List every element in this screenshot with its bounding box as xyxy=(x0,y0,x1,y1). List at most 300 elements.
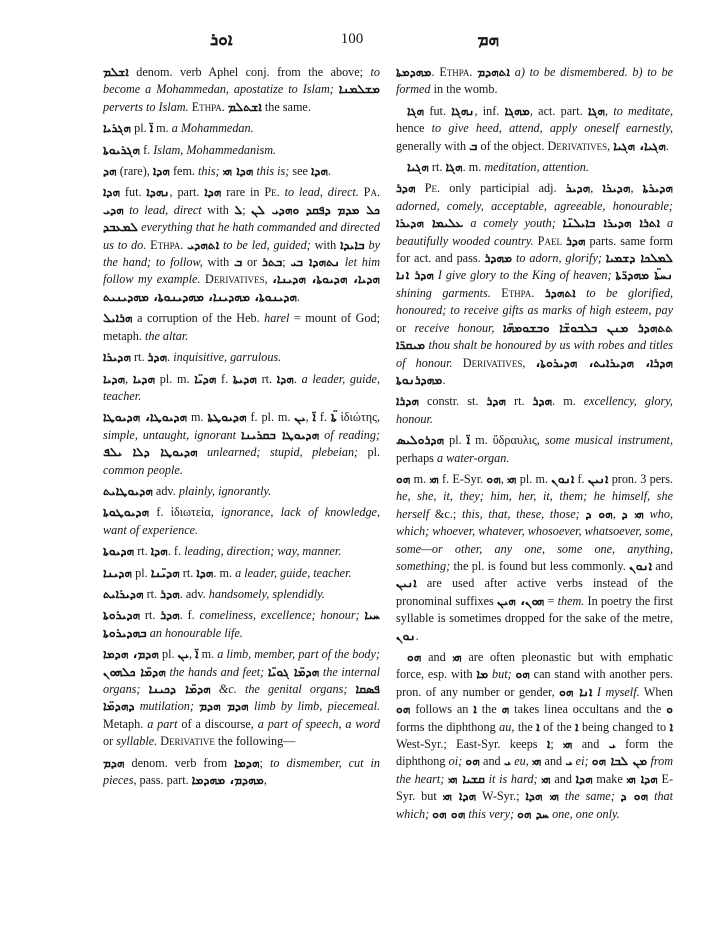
entry-text xyxy=(140,682,148,696)
entry-text: parts. same form for act. and pass. xyxy=(396,233,674,266)
syriac-word: ܗܕܡ ܗܕܡ xyxy=(199,699,249,714)
gloss-italic: to dismember, cut in pieces, xyxy=(103,755,380,788)
syriac-word: ܚܕ ܗܘ xyxy=(517,806,550,821)
syriac-word: ܢܗܕܐ xyxy=(146,185,170,200)
dictionary-entry xyxy=(103,646,380,750)
gloss-italic: from the heart; xyxy=(396,754,674,786)
gloss-italic: a) to be dismembered. b) to be formed xyxy=(396,65,674,97)
entry-text: the pl. is found but less commonly. xyxy=(450,558,630,573)
syriac-word: ܗܕܝܘܬܐ xyxy=(103,544,135,559)
syriac-word: ܬܬܗܕܪ ܡܢܢ ܒܠܒܘܫ̈ܐ ܘܒܫܘܡܗ̈ܐ ܡܝܩܪ̈ܐ xyxy=(396,320,673,353)
syriac-word: ܗܕܐ xyxy=(196,565,214,580)
entry-text: hence xyxy=(396,121,432,136)
gloss-italic: a Mohammedan. xyxy=(171,121,254,136)
entry-text: of the object. xyxy=(477,138,548,153)
syriac-word: ܗܕܡ̈ܐ ܕܟܝܢܐ xyxy=(148,682,211,696)
entry-text: rt. xyxy=(256,371,277,386)
syriac-word: ܗܓܝܐ، ܗܓܝܐ xyxy=(613,138,666,153)
grammar-label: Ethpa. xyxy=(150,237,184,252)
entry-text: pl. xyxy=(444,433,467,448)
syriac-word: ܥܠܝܡܐ ܗܕܝܪܐ xyxy=(396,216,464,231)
syriac-word: ܗܕܪ xyxy=(532,394,553,409)
gloss-italic: by the hand; to follow, xyxy=(103,237,381,270)
entry-text: and xyxy=(541,754,566,769)
entry-text: generally with xyxy=(396,138,470,153)
gloss-italic: this very; xyxy=(468,806,515,821)
entry-text: , xyxy=(263,773,267,788)
syriac-word: ܐܬܗܕܪ xyxy=(544,285,576,300)
syriac-word: ܗܘ xyxy=(407,650,422,664)
entry-text: , xyxy=(188,647,196,662)
entry-text: pl. m. xyxy=(516,471,552,486)
entry-text: f. xyxy=(574,471,588,486)
gloss-italic: this; xyxy=(198,164,220,179)
gloss-italic: limb by limb, piecemeal. xyxy=(253,699,381,714)
entry-text: (rare), xyxy=(116,164,153,179)
entry-text: rt. xyxy=(143,586,161,601)
syriac-word: ܗܕܝܪܐܝܬ xyxy=(103,586,144,601)
syriac-word: ܗܕܝܘܛܘܬܐ xyxy=(103,505,150,520)
entry-text: m. ὕδραυλις, xyxy=(470,433,545,448)
gloss-italic: comeliness, excellence; honour; xyxy=(199,608,360,623)
syriac-word: ܗܝ ܕ xyxy=(621,506,644,521)
entry-text: and xyxy=(421,650,453,664)
entry-text: the following— xyxy=(214,734,296,749)
entry-text: rt. xyxy=(179,565,197,580)
entry-text: ; xyxy=(550,737,564,752)
syriac-word: ܗܕܝܪܬܐ xyxy=(642,181,674,196)
entry-text: . f. xyxy=(179,608,200,623)
syriac-word: ܝ xyxy=(608,737,616,752)
syriac-word: ܐܢܝܢ xyxy=(587,471,609,486)
gloss-italic: this is; xyxy=(256,164,290,179)
entry-text: are used after active verbs instead of the pronominal suffixes xyxy=(396,576,673,608)
entry-text: West-Syr.; East-Syr. keeps xyxy=(396,737,547,752)
syriac-word: ܗܕܝ̈ܢܐ xyxy=(150,565,180,580)
gloss-italic: I give glory to the King of heaven; xyxy=(437,268,612,283)
syriac-word: ܗܝ xyxy=(452,650,462,664)
syriac-word: ܗܕܡܐ xyxy=(234,755,260,770)
gloss-italic: some musical instrument, xyxy=(544,433,673,448)
syriac-word: ܗܕܪܐ، ܗܕܝܪܐܝܬ، ܗܕܝܪܘܬܐ، ܡܗܕܪܢܘܬܐ xyxy=(396,355,674,387)
syriac-word: ܗܕܐ xyxy=(204,185,222,200)
syriac-word: ܩܫܝܐ ܗܝ xyxy=(448,771,485,786)
grammar-label: Pael xyxy=(537,233,562,248)
entry-text: . adv. xyxy=(179,586,209,601)
gloss-italic: eu, xyxy=(514,754,529,769)
gloss-italic: ignorance, lack of knowledge, want of experience. xyxy=(103,505,380,537)
syriac-word: ܚܝܐ ܒܗܕܝܪܘܬܐ xyxy=(103,608,380,640)
entry-text xyxy=(534,286,544,300)
grammar-label: Pe. xyxy=(424,181,441,196)
entry-text: pass. part. xyxy=(136,773,192,788)
gloss-italic: the same; xyxy=(564,789,615,804)
entry-text xyxy=(556,216,563,230)
entry-text xyxy=(491,286,501,300)
syriac-word: ܗܕܪ xyxy=(486,394,506,409)
gloss-italic: who, which; whoever, whatever, whosoever, whatsoever, some, some—or other, any one, some one, anything, something; xyxy=(396,506,674,573)
syriac-word: ܗܪܐܝܠ xyxy=(103,311,133,326)
entry-text: f. xyxy=(216,371,233,386)
entry-text: pl. xyxy=(132,565,151,580)
entry-text xyxy=(416,181,425,195)
syriac-word: ܗܕܝܢܐ xyxy=(103,565,133,580)
gloss-italic: excellency, glory, honour. xyxy=(396,394,673,426)
entry-text: constr. st. xyxy=(419,394,487,409)
syriac-word: ܝܢ xyxy=(294,410,306,425)
entry-text: . xyxy=(442,372,446,387)
syriac-word: ܠܡܠܟܐ ܕܫܡܝܐ ܗܕܪ ܐܢܐ xyxy=(396,251,673,283)
gloss-italic: oi; xyxy=(448,754,463,769)
syriac-word: ܘ xyxy=(666,702,673,717)
entry-text: or xyxy=(242,255,262,270)
entry-text: and xyxy=(479,754,504,769)
gloss-italic: a part xyxy=(147,716,178,731)
entry-text: and xyxy=(550,771,576,786)
entry-text: pron. 3 pers. xyxy=(608,471,673,486)
entry-text: being changed to xyxy=(578,719,670,734)
syriac-word: ܡܗܕܪ xyxy=(484,251,513,266)
syriac-word: ܡܗܕܡܬܐ xyxy=(396,65,432,79)
entry-text: m. xyxy=(198,647,218,662)
syriac-word: ܗܘ xyxy=(515,667,530,682)
entry-text: and xyxy=(652,558,673,573)
dictionary-entry xyxy=(103,607,380,642)
syriac-word: ܗܝ xyxy=(563,737,573,752)
entry-text: adv. xyxy=(152,483,179,498)
syriac-word: ܐ̈ xyxy=(312,410,316,425)
entry-text: are often pleonastic but with emphatic force, esp. with xyxy=(396,650,673,682)
syriac-word: ܐ xyxy=(669,719,673,734)
dictionary-entry xyxy=(396,180,673,389)
entry-text: with xyxy=(202,255,234,270)
grammar-label: Pa. xyxy=(363,185,380,200)
entry-text: follows an xyxy=(410,702,474,717)
dictionary-entry xyxy=(103,565,380,582)
grammar-label: Pe. xyxy=(264,185,280,200)
entry-text: pl. xyxy=(158,647,178,662)
grammar-label: Ethpa. xyxy=(191,99,225,114)
syriac-word: ܗܕܐ ܗܝ xyxy=(442,789,477,804)
gloss-italic: to meditate, xyxy=(613,103,674,118)
gloss-italic: an honourable life. xyxy=(149,625,243,640)
entry-text: in the womb. xyxy=(430,82,498,97)
dictionary-entry xyxy=(103,142,380,159)
gloss-italic: meditation, attention. xyxy=(484,160,589,175)
entry-text: When xyxy=(639,684,674,699)
syriac-word: ܗܕܐ ܗܝ xyxy=(626,771,658,786)
header-right-syriac: ܗܡ xyxy=(477,30,499,50)
dictionary-entry xyxy=(103,184,380,306)
syriac-word: ܝܢ xyxy=(177,647,189,662)
entry-text: or xyxy=(396,320,415,335)
gloss-italic: unlearned; stupid, plebeian; xyxy=(207,445,359,460)
syriac-word: ܡܗܓܐ xyxy=(504,103,530,118)
gloss-italic: this, that, these, those; xyxy=(461,506,580,521)
gloss-italic: ei; xyxy=(575,754,589,769)
entry-text: . m. xyxy=(552,394,584,409)
syriac-word: ܗܝ xyxy=(531,754,542,769)
gloss-italic: the altar. xyxy=(144,328,189,343)
dictionary-entry xyxy=(103,755,380,790)
entry-text xyxy=(453,356,463,370)
entry-text: pl. m. xyxy=(155,371,195,386)
gloss-italic: inquisitive, garrulous. xyxy=(173,350,282,365)
syriac-word: ܗܕܪܘܠܝܣ xyxy=(396,433,445,448)
dictionary-entry xyxy=(396,64,673,99)
entry-text: f. xyxy=(315,410,331,425)
dictionary-entry xyxy=(103,586,380,603)
entry-text: pl. xyxy=(131,121,150,136)
syriac-word: ܗ xyxy=(501,702,510,717)
entry-text: the xyxy=(476,702,502,717)
entry-text: f. ἰδιωτεία, xyxy=(149,505,221,520)
syriac-word: ܗܘ xyxy=(396,471,411,486)
syriac-word: ܗܕܪ xyxy=(147,350,168,365)
entry-text: m. xyxy=(153,121,172,136)
right-column xyxy=(396,64,673,827)
grammar-label: Ethpa. xyxy=(439,65,473,79)
grammar-label: Ethpa. xyxy=(501,285,535,300)
entry-text: , xyxy=(305,410,313,425)
syriac-word: ܝ xyxy=(565,754,573,769)
gloss-italic: to give heed, attend, apply oneself earnestly, xyxy=(431,121,673,136)
syriac-word: ܗܕܝܐ xyxy=(132,371,156,386)
gloss-italic: a comely youth; xyxy=(470,216,556,231)
entry-text: rt. xyxy=(506,394,533,409)
entry-text: of a discourse, xyxy=(177,716,258,731)
syriac-word: ܐܬܗܕܝ xyxy=(187,237,220,252)
syriac-word: ܐ̈ xyxy=(195,647,199,662)
entry-text: . xyxy=(431,65,440,79)
syriac-word: ܗܕܪ xyxy=(160,586,180,601)
entry-text: , xyxy=(590,181,603,196)
syriac-word: ܗܕܐ ܗܝ xyxy=(222,164,254,179)
entry-text: . xyxy=(328,164,332,179)
syriac-word: ܗܕܝܬܐ xyxy=(232,371,257,386)
syriac-word: ܐ xyxy=(536,719,540,734)
entry-text: , xyxy=(125,371,133,386)
syriac-word: ܐܬܪܐ ܗܕܝܪܐ ܒܐܝܠܢ̈ܐ xyxy=(562,216,661,231)
syriac-word: ܐ̈ xyxy=(149,121,154,136)
entry-text: , act. part. xyxy=(529,103,588,118)
dictionary-entry xyxy=(396,159,673,176)
syriac-word: ܗܕܪ xyxy=(396,181,416,196)
gloss-italic: to be glorified, honoured; to receive gifts as marks of high esteem, pay xyxy=(396,285,673,318)
entry-text: rare in xyxy=(221,185,265,200)
syriac-word: ܗܓܪܝܘܬܐ xyxy=(103,142,141,157)
entry-text xyxy=(211,682,219,696)
entry-text: = mount of God; metaph. xyxy=(103,311,380,343)
entry-text: only participial adj. xyxy=(440,181,566,196)
gloss-italic: a leader, guide, teacher. xyxy=(103,371,381,403)
syriac-word: ܐ̈ xyxy=(466,433,471,448)
entry-text: , xyxy=(605,103,614,118)
syriac-word: ܐ xyxy=(473,702,477,717)
entry-text: denom. verb Aphel conj. from the above; xyxy=(128,65,371,79)
syriac-word: ܒܬܪ xyxy=(262,255,283,270)
entry-text: In poetry the first syllable is sometimes dropped for the sake of the metre, xyxy=(396,593,674,626)
gloss-italic: perverts to Islam. xyxy=(103,99,189,114)
dictionary-entry xyxy=(103,409,380,479)
entry-text: f. E-Syr. xyxy=(438,471,487,486)
gloss-italic: a limb, member, part of the body; xyxy=(217,647,380,662)
syriac-word: ܗܕܝܘܛܐ ܕܠܐ ܝܠܦ xyxy=(103,445,198,460)
entry-text: . xyxy=(665,138,669,153)
gloss-italic: them. xyxy=(557,593,585,608)
syriac-word: ܗܕܪܐ xyxy=(396,394,419,409)
syriac-word: ܦܣܩܐ ܕܗܕܡ̈ܐ xyxy=(103,682,381,714)
entry-text: . f. xyxy=(167,544,185,559)
gloss-italic: a part of speech, a word xyxy=(257,716,381,731)
entry-text: W-Syr.; xyxy=(476,789,526,804)
syriac-word: ܗܘ ܗܘ xyxy=(432,806,466,821)
entry-text: of the xyxy=(539,719,576,734)
dictionary-entry xyxy=(103,371,380,406)
entry-text: fut. xyxy=(120,185,147,200)
gloss-italic: plainly, ignorantly. xyxy=(178,483,272,498)
dictionary-entry xyxy=(396,432,673,467)
syriac-word: ܝ xyxy=(503,754,511,769)
entry-text: , xyxy=(630,181,643,196)
entry-text: denom. verb from xyxy=(124,755,235,770)
syriac-word: ܗܕܝܘܛܐܝܬ xyxy=(103,483,153,498)
grammar-label: Derivatives xyxy=(547,138,608,153)
syriac-word: ܗܘ xyxy=(396,702,411,717)
syriac-word: ܗܓܝܐ xyxy=(407,160,429,175)
syriac-word: ܗܕܡ̈ܐ ܟܠܗܘܢ xyxy=(103,664,166,679)
syriac-word: ܡܫܠܡܢܐ xyxy=(338,82,381,97)
entry-text: with xyxy=(310,237,341,252)
entry-text: make xyxy=(592,771,627,786)
running-header xyxy=(100,30,604,52)
entry-text: perhaps xyxy=(396,450,437,465)
syriac-word: ܗܕܡ، ܗܕܡܐ xyxy=(103,647,159,662)
syriac-word: ܗܝ xyxy=(541,771,551,786)
syriac-word: ܢܘܢ xyxy=(396,628,416,643)
gloss-italic: common people. xyxy=(103,462,183,477)
syriac-word: ܐܢܘܢ xyxy=(551,471,575,486)
entry-text: f. xyxy=(140,142,154,157)
syriac-word: ܗܕ xyxy=(103,164,117,179)
entry-text: = xyxy=(544,593,558,608)
gloss-italic: the internal organs; xyxy=(103,664,380,696)
entry-text: fem. xyxy=(169,164,199,179)
syriac-word: ܗܕܝܘܛܐ ܒܩܪܝܢܐ xyxy=(240,427,320,442)
syriac-word: ܐ xyxy=(546,737,551,752)
dictionary-entry xyxy=(396,103,673,155)
gloss-italic: shining garments. xyxy=(396,285,491,300)
syriac-word: ܗܘ xyxy=(486,471,501,486)
gloss-italic: let him follow my example. xyxy=(103,255,381,287)
gloss-italic: &c. the genital organs; xyxy=(218,682,348,696)
entry-text: the xyxy=(514,719,537,734)
entry-text xyxy=(347,682,355,696)
header-left-syriac: ܐܘܪ xyxy=(210,30,233,50)
syriac-word: ܗܕܪ xyxy=(160,608,180,623)
syriac-word: ܒܐܝܕܐ xyxy=(340,237,365,252)
entry-text: form the diphthong xyxy=(396,737,673,769)
syriac-word: ܢܬܗܕܐ ܒܝ xyxy=(290,255,340,270)
dictionary-entry xyxy=(103,504,380,539)
syriac-word: ܗܕܡ xyxy=(103,755,125,770)
syriac-word: ܗܓܐ xyxy=(445,160,463,175)
syriac-word: ܗܕܝܐ، ܗܕܝܘܬܐ، ܗܕܝܢܐ، ܗܕܝܢܘܬܐ، ܡܗܕܝܢܐ، ܡܗܕܝܢܘܬܐ، ܡܗܕܝܢܝܬ xyxy=(103,272,381,304)
entry-text: &c.; xyxy=(429,506,462,521)
gloss-italic: he, she, it, they; him, her, it, them; he himself, she herself xyxy=(396,489,673,521)
gloss-italic: everything that he hath commanded and directed us to do. xyxy=(103,220,380,252)
gloss-italic: to become a Mohammedan, apostatize to Islam; xyxy=(103,65,380,97)
entry-text: , xyxy=(264,272,273,287)
syriac-word: ܗܕܝܪܐ xyxy=(602,181,631,196)
entry-text: rt. xyxy=(134,544,151,559)
syriac-word: ܗܕܐ xyxy=(150,544,168,559)
entry-text: . xyxy=(296,289,301,304)
gloss-italic: it is hard; xyxy=(488,771,538,786)
syriac-word: ܡܐ xyxy=(476,667,489,682)
entry-text: rt. xyxy=(428,160,446,175)
entry-text: Metaph. xyxy=(103,716,148,731)
entry-text xyxy=(198,445,207,459)
entry-text: , part. xyxy=(169,185,205,200)
gloss-italic: receive honour, xyxy=(414,320,495,335)
entry-text: see xyxy=(289,164,311,179)
syriac-word: ܐܫܬܠܡ xyxy=(227,99,262,114)
entry-text: . xyxy=(293,371,302,386)
gloss-italic: Islam, Mohammedanism. xyxy=(153,142,277,157)
entry-text: ; xyxy=(242,202,252,217)
dictionary-entry xyxy=(103,163,380,180)
syriac-word: ܗܕܐ xyxy=(575,771,593,786)
syriac-word: ܗܕܝܘܛܬܐ xyxy=(207,410,247,425)
syriac-word: ܗܝ xyxy=(429,471,439,486)
syriac-word: ܗܕܐ xyxy=(276,371,294,386)
entry-text: f. pl. m. xyxy=(246,410,295,425)
syriac-word: ܡܗܕܡ، ܡܗܕܡܐ xyxy=(191,773,264,788)
syriac-word: ܗܕܝ̈ܐ xyxy=(194,371,217,386)
entry-text: fut. xyxy=(424,103,452,118)
syriac-word: ܢܚܬ̈ܐ ܡܗܕܪ̈ܬܐ xyxy=(615,268,674,283)
syriac-word: ܗܕܐ xyxy=(310,164,329,179)
syriac-word: ܟܠ ܡܕܡ ܕܦܩܕ ܘܗܕܝ ܠܢ ܠܡܥܒܕ xyxy=(103,202,381,235)
entry-text: rt. xyxy=(140,608,161,623)
gloss-italic: a water-organ. xyxy=(436,450,510,465)
syriac-word: ܗܕܝܪܘܬܐ xyxy=(103,608,141,623)
entry-text: pl. xyxy=(358,445,381,460)
syriac-word: ܬܐ̈ xyxy=(330,410,337,425)
dictionary-entry xyxy=(103,64,380,116)
left-column xyxy=(103,64,380,793)
dictionary-entry xyxy=(103,483,380,500)
syriac-word: ܗܕܐ xyxy=(103,185,121,200)
syriac-word: ܗܘܢ، ܗܝܢ xyxy=(497,593,545,608)
dictionary-entry xyxy=(103,120,380,137)
entry-text: can stand with another pers. pron. of any number or gender, xyxy=(396,667,674,699)
entry-text xyxy=(660,216,667,230)
entry-text xyxy=(576,286,586,300)
syriac-word: ܗܕܝ xyxy=(103,202,124,217)
syriac-word: ܗܘ ܕ xyxy=(585,506,613,521)
grammar-label: Derivatives xyxy=(205,272,265,287)
entry-text: a corruption of the Heb. xyxy=(132,311,265,326)
syriac-word: ܗܝ xyxy=(507,471,517,486)
entry-text: forms the diphthong xyxy=(396,719,500,734)
entry-text: takes linea occultans and the xyxy=(509,702,667,717)
entry-text: ; xyxy=(282,255,291,270)
entry-text xyxy=(494,321,502,335)
syriac-word: ܐ xyxy=(575,719,579,734)
syriac-word: ܐܢܝܢ xyxy=(396,576,417,591)
